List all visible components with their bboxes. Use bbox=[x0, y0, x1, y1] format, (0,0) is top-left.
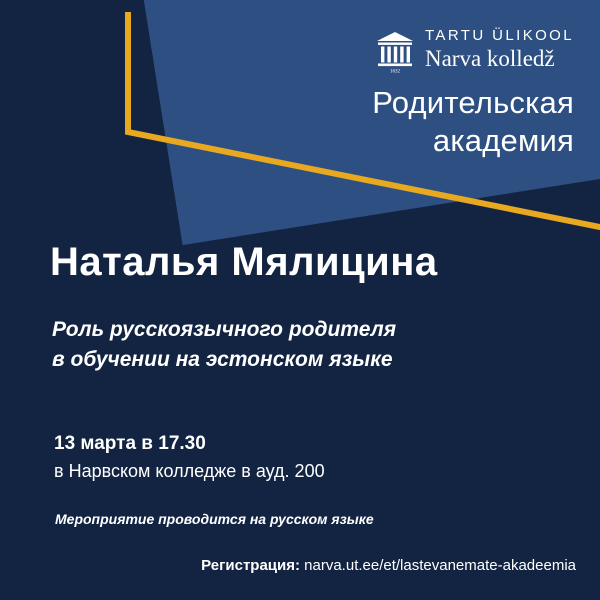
university-building-icon bbox=[375, 30, 415, 74]
program-title bbox=[372, 84, 574, 160]
event-location: в Нарвском колледже в ауд. 200 bbox=[54, 460, 325, 481]
registration-url[interactable]: narva.ut.ee/et/lastevanemate-akadeemia bbox=[304, 557, 576, 574]
lecture-subtitle-line-2: в обучении на эстонском языке bbox=[52, 347, 393, 371]
program-title-line-2: академия bbox=[432, 122, 574, 158]
program-title-line-1: Родительская bbox=[372, 85, 574, 120]
event-language-note: Мероприятие проводится на русском языке bbox=[55, 511, 374, 527]
logo-line-tartu-ulikool: TARTU ÜLIKOOL bbox=[424, 27, 574, 44]
registration-line bbox=[201, 557, 576, 574]
lecture-subtitle-line-1: Роль русскоязычного родителя bbox=[52, 318, 397, 341]
event-datetime: 13 марта в 17.30 bbox=[54, 433, 206, 454]
registration-label: Регистрация: bbox=[201, 557, 300, 574]
logo-line-narva-kolledz: Narva kolledž bbox=[424, 46, 555, 71]
speaker-name: Наталья Мялицина bbox=[50, 240, 438, 284]
logo-year: 1632 bbox=[389, 69, 400, 74]
lecture-subtitle bbox=[52, 315, 396, 375]
university-logo bbox=[375, 28, 574, 74]
event-details bbox=[54, 432, 325, 484]
